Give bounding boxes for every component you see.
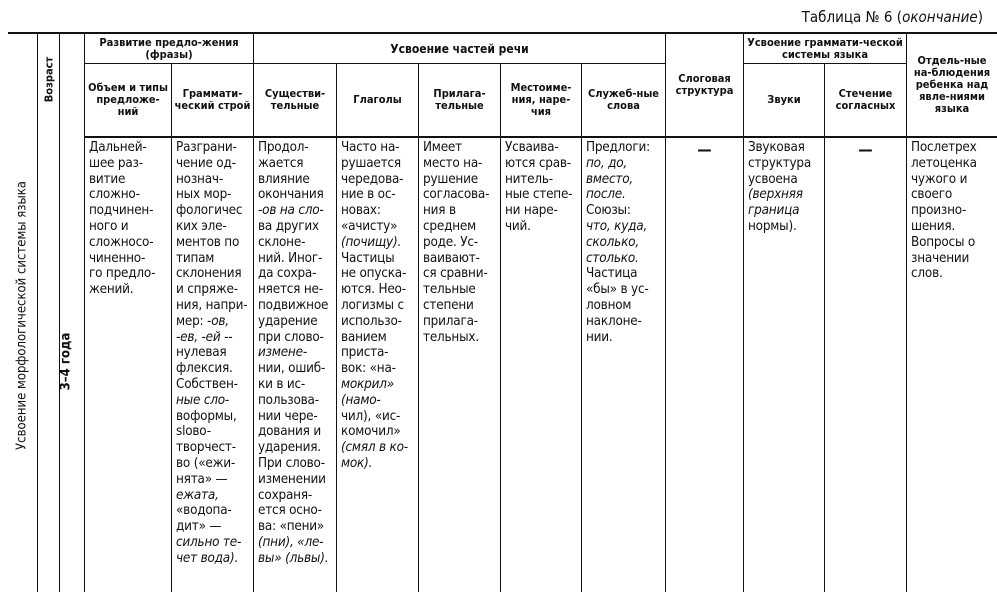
- cell-line: своего: [911, 187, 953, 203]
- cell-line: согласова-: [423, 187, 490, 203]
- cell-line: Союзы:: [586, 203, 631, 219]
- cell-line: измене-: [258, 345, 307, 361]
- cell-sentence-volume: [85, 138, 171, 592]
- cell-line: чий.: [505, 218, 531, 234]
- cell-line: нии чере-: [258, 408, 318, 424]
- cell-line: ние в ос-: [341, 187, 396, 203]
- cell-line: нии, ошиб-: [258, 361, 326, 377]
- cell-line: типам: [176, 250, 215, 266]
- header-observations: Отдель-ные на-блюдения ребенка над явле-ниями языка: [913, 54, 991, 115]
- cell-line: ежата,: [176, 487, 219, 503]
- cell-line: (почищу).: [341, 234, 402, 250]
- cell-line: пользова-: [258, 392, 319, 408]
- cell-line: жается: [258, 155, 304, 171]
- cell-line: среднем: [423, 218, 476, 234]
- cell-line: ванием: [341, 329, 387, 345]
- cell-line: -ов на сло-: [258, 203, 324, 219]
- cell-line: При слово-: [258, 455, 325, 471]
- header-sentence-volume: Объем и типы предложе-ний: [88, 81, 168, 118]
- cell-line: вок: «на-: [341, 361, 396, 377]
- cell-line: дования и: [258, 424, 321, 440]
- cell-line: флексия.: [176, 361, 233, 377]
- cell-line: логизмы с: [341, 297, 404, 313]
- cell-line: слов.: [911, 266, 943, 282]
- cell-line: Звуковая: [748, 140, 805, 155]
- cell-line: при слово-: [258, 329, 324, 345]
- cell-line: произно-: [911, 203, 967, 219]
- cell-line: дит» —: [176, 519, 222, 535]
- cell-line: сохраня-: [258, 487, 313, 503]
- cell-line: нознач-: [176, 171, 223, 187]
- cell-line: ударения.: [258, 440, 321, 456]
- cell-line: вы» (львы).: [258, 550, 329, 566]
- cell-line: Продол-: [258, 140, 309, 155]
- cell-line: склоне-: [258, 234, 306, 250]
- cell-line: воформы,: [176, 408, 237, 424]
- cell-line: по, до,: [586, 155, 628, 171]
- cell-line: не опуска-: [341, 266, 407, 282]
- cell-line: ные степе-: [505, 187, 573, 203]
- cell-line: прилага-: [423, 313, 478, 329]
- cell-line: чение од-: [176, 155, 236, 171]
- cell-line: (смял в ко-: [341, 440, 408, 456]
- cell-line: приста-: [341, 345, 389, 361]
- cell-line: нята» —: [176, 471, 228, 487]
- cell-line: Частицы: [341, 250, 395, 266]
- cell-line: ментов по: [176, 234, 240, 250]
- cell-line: жений.: [89, 282, 134, 298]
- cell-line: няется не-: [258, 282, 323, 298]
- cell-line: чужого и: [911, 171, 968, 187]
- cell-line: мок).: [341, 455, 373, 471]
- cell-line: Собствен-: [176, 376, 238, 392]
- cell-line: новах:: [341, 203, 381, 219]
- cell-line: нитель-: [505, 171, 553, 187]
- cell-syllable-dash: —: [697, 140, 712, 159]
- cell-line: витие: [89, 171, 126, 187]
- cell-line: ловном: [586, 297, 632, 313]
- cell-line: рушение: [423, 171, 478, 187]
- cell-line: сильно те-: [176, 534, 242, 550]
- cell-pronouns-adverbs: [501, 138, 581, 592]
- cell-line: slовo-: [176, 424, 211, 440]
- cell-nouns: [254, 138, 336, 592]
- row-group-label: Усвоение морфологической системы языка: [14, 181, 30, 450]
- cell-line: Имеет: [423, 140, 462, 155]
- cell-line: чередова-: [341, 171, 404, 187]
- header-consonant-cluster: Стечение согласных: [835, 87, 896, 112]
- cell-line: изменении: [258, 471, 326, 487]
- header-function-words: Служеб-ные слова: [587, 87, 660, 112]
- cell-line: сколько,: [586, 234, 639, 250]
- vline-1: [37, 32, 38, 592]
- cell-line: тельных.: [423, 329, 479, 345]
- cell-line: да сохра-: [258, 266, 317, 282]
- header-grammar-system: Усвоение граммати-ческой системы языка: [747, 35, 903, 61]
- cell-line: столько.: [586, 250, 639, 266]
- cell-line: склонения: [176, 266, 242, 282]
- cell-line: ний. Иног-: [258, 250, 323, 266]
- cell-line: ких эле-: [176, 218, 227, 234]
- cell-observations: [907, 138, 997, 592]
- header-parts-of-speech: Усвоение частей речи: [390, 41, 529, 56]
- cell-line: мер: -ов,: [176, 313, 229, 329]
- cell-line: усвоена: [748, 171, 798, 187]
- cell-line: чиненно-: [89, 250, 146, 266]
- cell-consonant-cluster-dash: —: [858, 140, 873, 159]
- cell-line: чет вода).: [176, 550, 239, 566]
- cell-line: Усваива-: [505, 140, 559, 155]
- cell-line: ки в ис-: [258, 376, 306, 392]
- cell-line: значении: [911, 250, 970, 266]
- cell-line: мокрил»: [341, 376, 394, 392]
- cell-sounds: [744, 138, 824, 592]
- cell-line: ния, напри-: [176, 297, 248, 313]
- cell-line: Вопросы о: [911, 234, 976, 250]
- cell-line: «ачисту»: [341, 218, 398, 234]
- cell-line: ные сло-: [176, 392, 230, 408]
- cell-line: ется осно-: [258, 503, 322, 519]
- cell-line: ся сравни-: [423, 266, 488, 282]
- cell-line: подчинен-: [89, 203, 154, 219]
- cell-line: нормы).: [748, 218, 797, 234]
- header-nouns: Существи-тельные: [264, 87, 326, 112]
- cell-line: го предло-: [89, 266, 156, 282]
- cell-line: рушается: [341, 155, 401, 171]
- cell-line: сложно-: [89, 187, 140, 203]
- cell-line: Разграни-: [176, 140, 237, 155]
- cell-line: граница: [748, 203, 800, 219]
- cell-line: творчест-: [176, 440, 236, 456]
- cell-line: летоценка: [911, 155, 977, 171]
- header-pronouns-adverbs: Местоиме-ния, наре-чия: [510, 81, 572, 118]
- cell-function-words: [582, 138, 665, 592]
- cell-line: «бы» в ус-: [586, 282, 649, 298]
- cell-line: тельные: [423, 282, 476, 298]
- cell-line: Предлоги:: [586, 140, 650, 155]
- vline-2: [59, 32, 60, 592]
- cell-line: «водопа-: [176, 503, 232, 519]
- cell-line: ных мор-: [176, 187, 232, 203]
- header-grammar-structure: Граммати-ческий строй: [174, 87, 251, 112]
- cell-line: во («ежи-: [176, 455, 236, 471]
- header-verbs: Глаголы: [353, 93, 402, 106]
- cell-line: Часто на-: [341, 140, 400, 155]
- cell-line: фологичес: [176, 203, 243, 219]
- cell-line: окончания: [258, 187, 324, 203]
- cell-line: после.: [586, 187, 626, 203]
- cell-line: (намо-: [341, 392, 381, 408]
- cell-line: ва: «пени»: [258, 519, 325, 535]
- cell-line: шее раз-: [89, 155, 143, 171]
- cell-line: ного и: [89, 218, 129, 234]
- cell-line: что, куда,: [586, 218, 648, 234]
- cell-line: Дальней-: [89, 140, 147, 155]
- cell-adjectives: [419, 138, 500, 592]
- cell-line: Послетрех: [911, 140, 977, 155]
- cell-line: сложносо-: [89, 234, 154, 250]
- cell-line: нии.: [586, 329, 613, 345]
- cell-line: структура: [748, 155, 812, 171]
- cell-line: -ев, -ей --: [176, 329, 233, 345]
- cell-line: вместо,: [586, 171, 634, 187]
- cell-line: ударение: [258, 313, 318, 329]
- age-header: Возраст: [42, 56, 56, 103]
- cell-line: комочил»: [341, 424, 401, 440]
- cell-line: ни наре-: [505, 203, 558, 219]
- cell-line: и спряже-: [176, 282, 238, 298]
- header-sounds: Звуки: [767, 93, 801, 106]
- cell-grammar-structure: [172, 138, 253, 592]
- cell-line: место на-: [423, 155, 483, 171]
- table-caption: Таблица № 6 (окончание): [801, 8, 983, 26]
- cell-line: (верхняя: [748, 187, 803, 203]
- cell-line: чил), «ис-: [341, 408, 401, 424]
- header-sentence-development: Развитие предло-жения (фразы): [99, 35, 239, 61]
- cell-line: наклоне-: [586, 313, 642, 329]
- cell-line: шения.: [911, 218, 956, 234]
- cell-line: (пни), «ле-: [258, 534, 324, 550]
- cell-line: ются срав-: [505, 155, 571, 171]
- cell-verbs: [337, 138, 418, 592]
- header-syllable-structure: Слоговая структура: [675, 72, 734, 97]
- cell-line: нулевая: [176, 345, 227, 361]
- cell-line: ются. Нео-: [341, 282, 406, 298]
- header-adjectives: Прилага-тельные: [433, 87, 486, 112]
- cell-line: Частица: [586, 266, 638, 282]
- cell-line: степени: [423, 297, 474, 313]
- cell-line: использо-: [341, 313, 402, 329]
- cell-line: роде. Ус-: [423, 234, 478, 250]
- cell-line: ва других: [258, 218, 319, 234]
- cell-line: ния в: [423, 203, 456, 219]
- cell-line: влияние: [258, 171, 310, 187]
- cell-line: подвижное: [258, 297, 329, 313]
- cell-line: ваивают-: [423, 250, 480, 266]
- age-value: 3–4 года: [58, 332, 74, 391]
